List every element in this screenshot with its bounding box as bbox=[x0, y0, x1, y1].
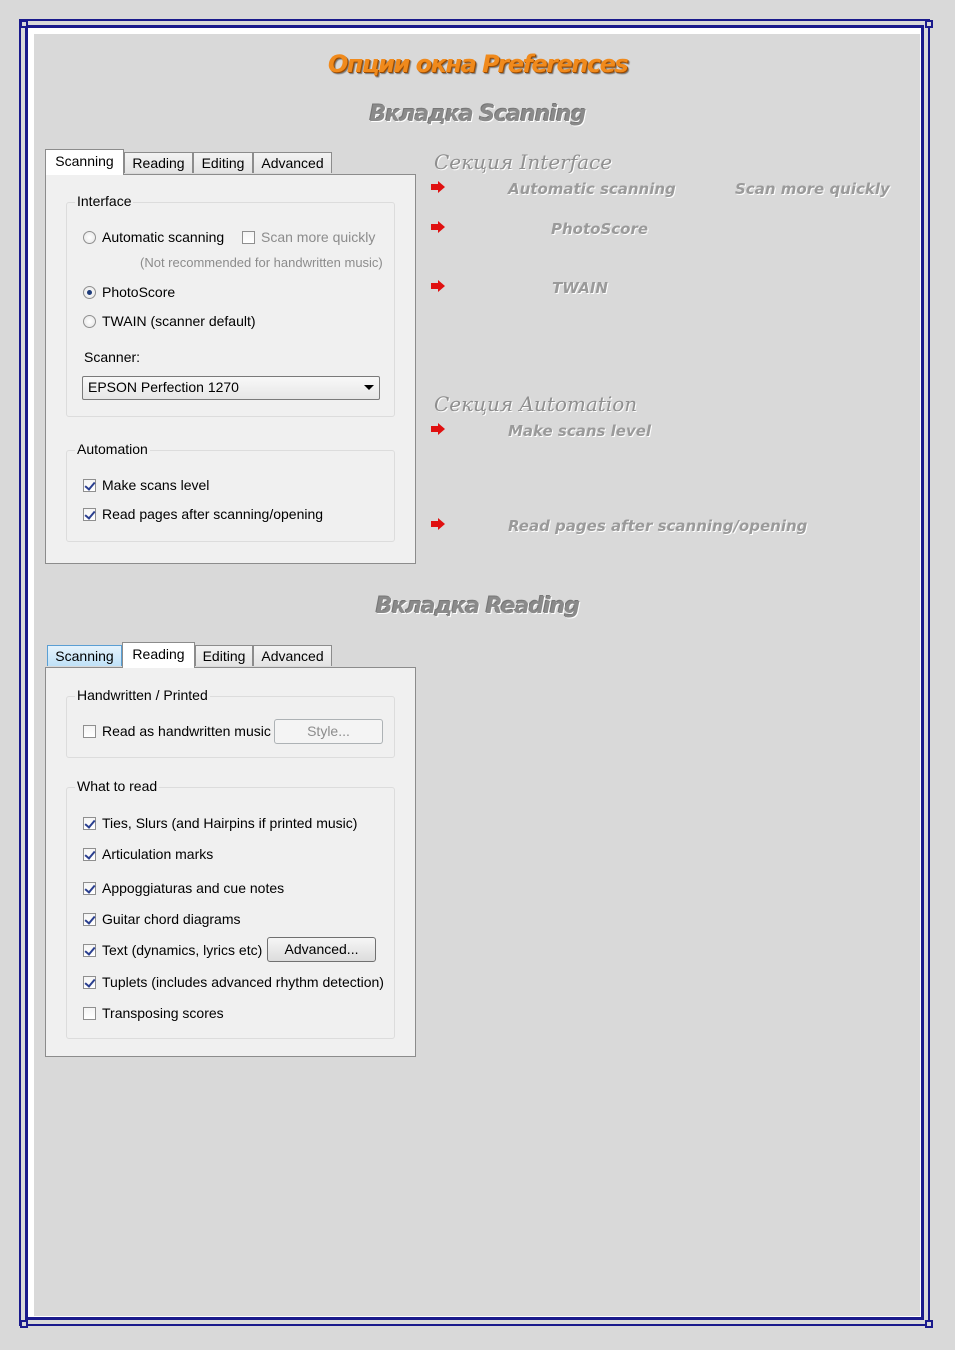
read-as-handwritten-checkbox[interactable] bbox=[83, 723, 271, 739]
checkbox-label: Transposing scores bbox=[102, 1005, 224, 1021]
radio-label: TWAIN (scanner default) bbox=[102, 313, 256, 329]
automation-section-heading: Секция Automation bbox=[434, 392, 638, 416]
interface-section-heading: Секция Interface bbox=[434, 150, 613, 174]
checkbox-label: Ties, Slurs (and Hairpins if printed music) bbox=[102, 815, 358, 831]
checkbox-icon bbox=[83, 848, 96, 861]
arrow-icon bbox=[431, 423, 445, 435]
radio-button-icon bbox=[83, 315, 96, 328]
note-twain: TWAIN bbox=[552, 279, 608, 297]
tab-reading[interactable]: Reading bbox=[122, 642, 195, 668]
checkbox-label: Read pages after scanning/opening bbox=[102, 506, 324, 522]
automation-group bbox=[66, 441, 395, 542]
radio-button-icon bbox=[83, 231, 96, 244]
interface-group bbox=[66, 193, 395, 417]
radio-label: Automatic scanning bbox=[102, 229, 225, 245]
arrow-icon bbox=[431, 280, 445, 292]
scanning-dialog bbox=[45, 149, 416, 564]
checkbox-icon bbox=[83, 479, 96, 492]
tab-editing[interactable]: Editing bbox=[193, 152, 253, 173]
tab-advanced[interactable]: Advanced bbox=[253, 152, 332, 173]
checkbox-icon bbox=[242, 231, 255, 244]
scanner-label: Scanner: bbox=[84, 349, 141, 365]
chevron-down-icon bbox=[364, 385, 374, 390]
tab-panel bbox=[45, 667, 416, 1057]
style-button[interactable]: Style... bbox=[274, 719, 383, 744]
tab-reading[interactable]: Reading bbox=[124, 152, 193, 173]
tab-editing[interactable]: Editing bbox=[195, 645, 253, 666]
checkbox-label: Text (dynamics, lyrics etc) bbox=[102, 942, 263, 958]
reading-dialog bbox=[45, 642, 416, 1057]
arrow-icon bbox=[431, 518, 445, 530]
photoscore-radio[interactable] bbox=[83, 284, 175, 300]
group-label: What to read bbox=[77, 778, 158, 794]
corner-ornament-icon bbox=[925, 1320, 933, 1328]
tab-scanning[interactable]: Scanning bbox=[47, 645, 122, 666]
read-pages-checkbox[interactable] bbox=[83, 506, 323, 522]
scanner-select-value: EPSON Perfection 1270 bbox=[88, 379, 239, 395]
guitar-chords-checkbox[interactable] bbox=[83, 911, 241, 927]
not-recommended-note: (Not recommended for handwritten music) bbox=[140, 255, 383, 270]
note-make-scans-level: Make scans level bbox=[508, 422, 652, 440]
note-read-pages: Read pages after scanning/opening bbox=[508, 517, 808, 535]
checkbox-label: Guitar chord diagrams bbox=[102, 911, 241, 927]
text-checkbox[interactable] bbox=[83, 942, 262, 958]
appoggiaturas-checkbox[interactable] bbox=[83, 880, 284, 896]
corner-ornament-icon bbox=[20, 20, 28, 28]
checkbox-icon bbox=[83, 882, 96, 895]
advanced-button[interactable]: Advanced... bbox=[267, 937, 376, 962]
checkbox-icon bbox=[83, 913, 96, 926]
transposing-checkbox[interactable] bbox=[83, 1005, 224, 1021]
checkbox-label: Appoggiaturas and cue notes bbox=[102, 880, 285, 896]
group-label: Handwritten / Printed bbox=[77, 687, 208, 703]
checkbox-label: Articulation marks bbox=[102, 846, 214, 862]
scanner-select[interactable] bbox=[82, 376, 380, 400]
page-title: Опции окна Preferences bbox=[327, 50, 628, 78]
twain-radio[interactable] bbox=[83, 313, 256, 329]
group-label: Interface bbox=[77, 193, 132, 209]
make-scans-level-checkbox[interactable] bbox=[83, 477, 209, 493]
checkbox-label: Scan more quickly bbox=[261, 229, 376, 245]
tab-bar bbox=[45, 149, 416, 175]
checkbox-icon bbox=[83, 1007, 96, 1020]
tab-panel bbox=[45, 174, 416, 564]
articulation-checkbox[interactable] bbox=[83, 846, 213, 862]
corner-ornament-icon bbox=[925, 20, 933, 28]
checkbox-label: Tuplets (includes advanced rhythm detection) bbox=[102, 974, 384, 990]
checkbox-icon bbox=[83, 817, 96, 830]
reading-tab-heading: Вкладка Reading bbox=[375, 594, 580, 619]
scan-more-quickly-checkbox[interactable] bbox=[242, 229, 375, 245]
arrow-icon bbox=[431, 181, 445, 193]
what-to-read-group bbox=[66, 778, 395, 1039]
ties-slurs-checkbox[interactable] bbox=[83, 815, 357, 831]
handwritten-printed-group bbox=[66, 687, 395, 758]
automatic-scanning-radio[interactable] bbox=[83, 229, 224, 245]
tab-scanning[interactable]: Scanning bbox=[45, 149, 124, 175]
checkbox-label: Make scans level bbox=[102, 477, 210, 493]
radio-label: PhotoScore bbox=[102, 284, 176, 300]
group-label: Automation bbox=[77, 441, 148, 457]
checkbox-icon bbox=[83, 508, 96, 521]
tab-bar bbox=[45, 642, 416, 668]
note-photoscore: PhotoScore bbox=[551, 220, 649, 238]
tab-advanced[interactable]: Advanced bbox=[253, 645, 332, 666]
checkbox-icon bbox=[83, 976, 96, 989]
radio-button-icon bbox=[83, 286, 96, 299]
note-scan-more-quickly: Scan more quickly bbox=[735, 180, 890, 198]
tuplets-checkbox[interactable] bbox=[83, 974, 384, 990]
checkbox-icon bbox=[83, 944, 96, 957]
scanning-tab-heading: Вкладка Scanning bbox=[369, 102, 586, 127]
checkbox-icon bbox=[83, 725, 96, 738]
corner-ornament-icon bbox=[20, 1320, 28, 1328]
checkbox-label: Read as handwritten music bbox=[102, 723, 271, 739]
arrow-icon bbox=[431, 221, 445, 233]
note-automatic-scanning: Automatic scanning bbox=[508, 180, 676, 198]
